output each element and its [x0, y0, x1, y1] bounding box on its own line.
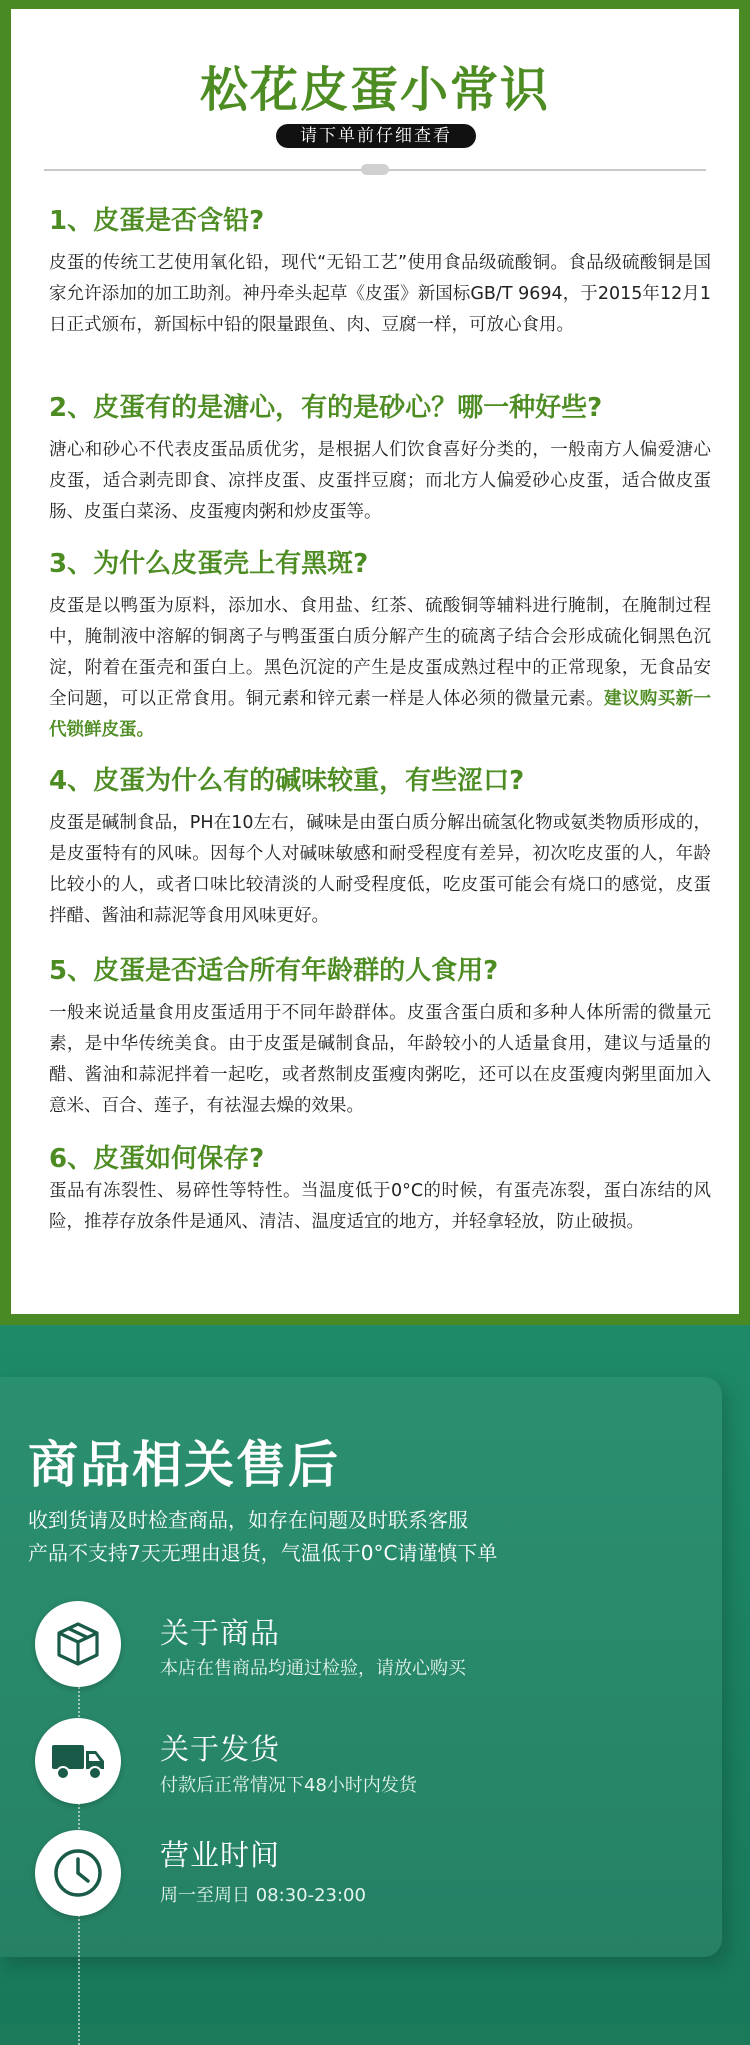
- knowledge-card: [11, 9, 739, 1314]
- faq-heading: 2、皮蛋有的是溏心，有的是砂心？哪一种好些?: [49, 393, 603, 423]
- faq-section-3: [49, 547, 711, 746]
- faq-section-5: [49, 954, 711, 1122]
- faq-heading: 4、皮蛋为什么有的碱味较重，有些涩口?: [49, 766, 525, 796]
- after-sale-notice: 收到货请及时检查商品，如存在问题及时联系客服: [28, 1508, 468, 1532]
- item-subtitle-product: 本店在售商品均通过检验，请放心购买: [160, 1658, 466, 1679]
- after-sale-notice: 产品不支持7天无理由退货，气温低于0°C请谨慎下单: [28, 1541, 498, 1565]
- faq-heading: 3、为什么皮蛋壳上有黑斑?: [49, 549, 369, 579]
- after-sale-title: 商品相关售后: [28, 1436, 340, 1494]
- item-subtitle-hours: 周一至周日 08:30-23:00: [160, 1885, 366, 1906]
- clock-icon: [35, 1830, 121, 1916]
- faq-section-4: [49, 764, 711, 932]
- faq-body: 一般来说适量食用皮蛋适用于不同年龄群体。皮蛋含蛋白质和多种人体所需的微量元素，是中华传统美食。由于皮蛋是碱制食品，年龄较小的人适量食用，建议与适量的醋、酱油和蒜泥拌着一起吃，或者熬制皮蛋瘦肉粥吃，还可以在皮蛋瘦肉粥里面加入意米、百合、莲子，有祛湿去燥的效果。: [49, 1003, 711, 1116]
- faq-body: 皮蛋是碱制食品，PH在10左右，碱味是由蛋白质分解出硫氢化物或氨类物质形成的，是皮蛋特有的风味。因每个人对碱味敏感和耐受程度有差异，初次吃皮蛋的人，年龄比较小的人，或者口味比较清淡的人耐受程度低，吃皮蛋可能会有烧口的感觉，皮蛋拌醋、酱油和蒜泥等食用风味更好。: [49, 813, 711, 926]
- faq-body-text: 皮蛋是以鸭蛋为原料，添加水、食用盐、红茶、硫酸铜等辅料进行腌制，在腌制过程中，腌制液中溶解的铜离子与鸭蛋蛋白质分解产生的硫离子结合会形成硫化铜黑色沉淀，附着在蛋壳和蛋白上。黑色沉淀的产生是皮蛋成熟过程中的正常现象，无食品安全问题，可以正常食用。铜元素和锌元素一样是人体必须的微量元素。: [49, 596, 711, 709]
- faq-section-2: [49, 391, 711, 528]
- page-title: 松花皮蛋小常识: [199, 62, 550, 118]
- faq-body: 蛋品有冻裂性、易碎性等特性。当温度低于0°C的时候，有蛋壳冻裂，蛋白冻结的风险，推荐存放条件是通风、清洁、温度适宜的地方，并轻拿轻放，防止破损。: [49, 1181, 711, 1232]
- faq-body: [49, 591, 711, 746]
- faq-heading: 1、皮蛋是否含铅?: [49, 206, 265, 236]
- item-title-hours: 营业时间: [160, 1838, 281, 1872]
- faq-heading: 5、皮蛋是否适合所有年龄群的人食用?: [49, 956, 499, 986]
- after-sale-section: [0, 1325, 750, 2023]
- delivery-truck-icon: [35, 1718, 121, 1804]
- faq-section-1: [49, 204, 711, 341]
- faq-heading: 6、皮蛋如何保存?: [49, 1144, 265, 1174]
- recommend-highlight: 建议购买新一代锁鲜皮蛋。: [49, 689, 711, 740]
- faq-body: 溏心和砂心不代表皮蛋品质优劣，是根据人们饮食喜好分类的，一般南方人偏爱溏心皮蛋，适合剥壳即食、凉拌皮蛋、皮蛋拌豆腐；而北方人偏爱砂心皮蛋，适合做皮蛋肠、皮蛋白菜汤、皮蛋瘦肉粥和炒皮蛋等。: [49, 440, 711, 522]
- package-box-icon: [35, 1601, 121, 1687]
- item-title-product: 关于商品: [160, 1616, 281, 1650]
- faq-body: 皮蛋的传统工艺使用氧化铅，现代“无铅工艺”使用食品级硫酸铜。食品级硫酸铜是国家允许添加的加工助剂。神丹牵头起草《皮蛋》新国标GB/T 9694，于2015年12月1日正式颁布，新国标中铅的限量跟鱼、肉、豆腐一样，可放心食用。: [49, 253, 711, 335]
- faq-section-6: [49, 1142, 711, 1238]
- item-title-shipping: 关于发货: [160, 1732, 281, 1766]
- item-subtitle-shipping: 付款后正常情况下48小时内发货: [160, 1775, 417, 1796]
- subtitle-badge: 请下单前仔细查看: [276, 124, 476, 148]
- divider-knob: [361, 164, 389, 175]
